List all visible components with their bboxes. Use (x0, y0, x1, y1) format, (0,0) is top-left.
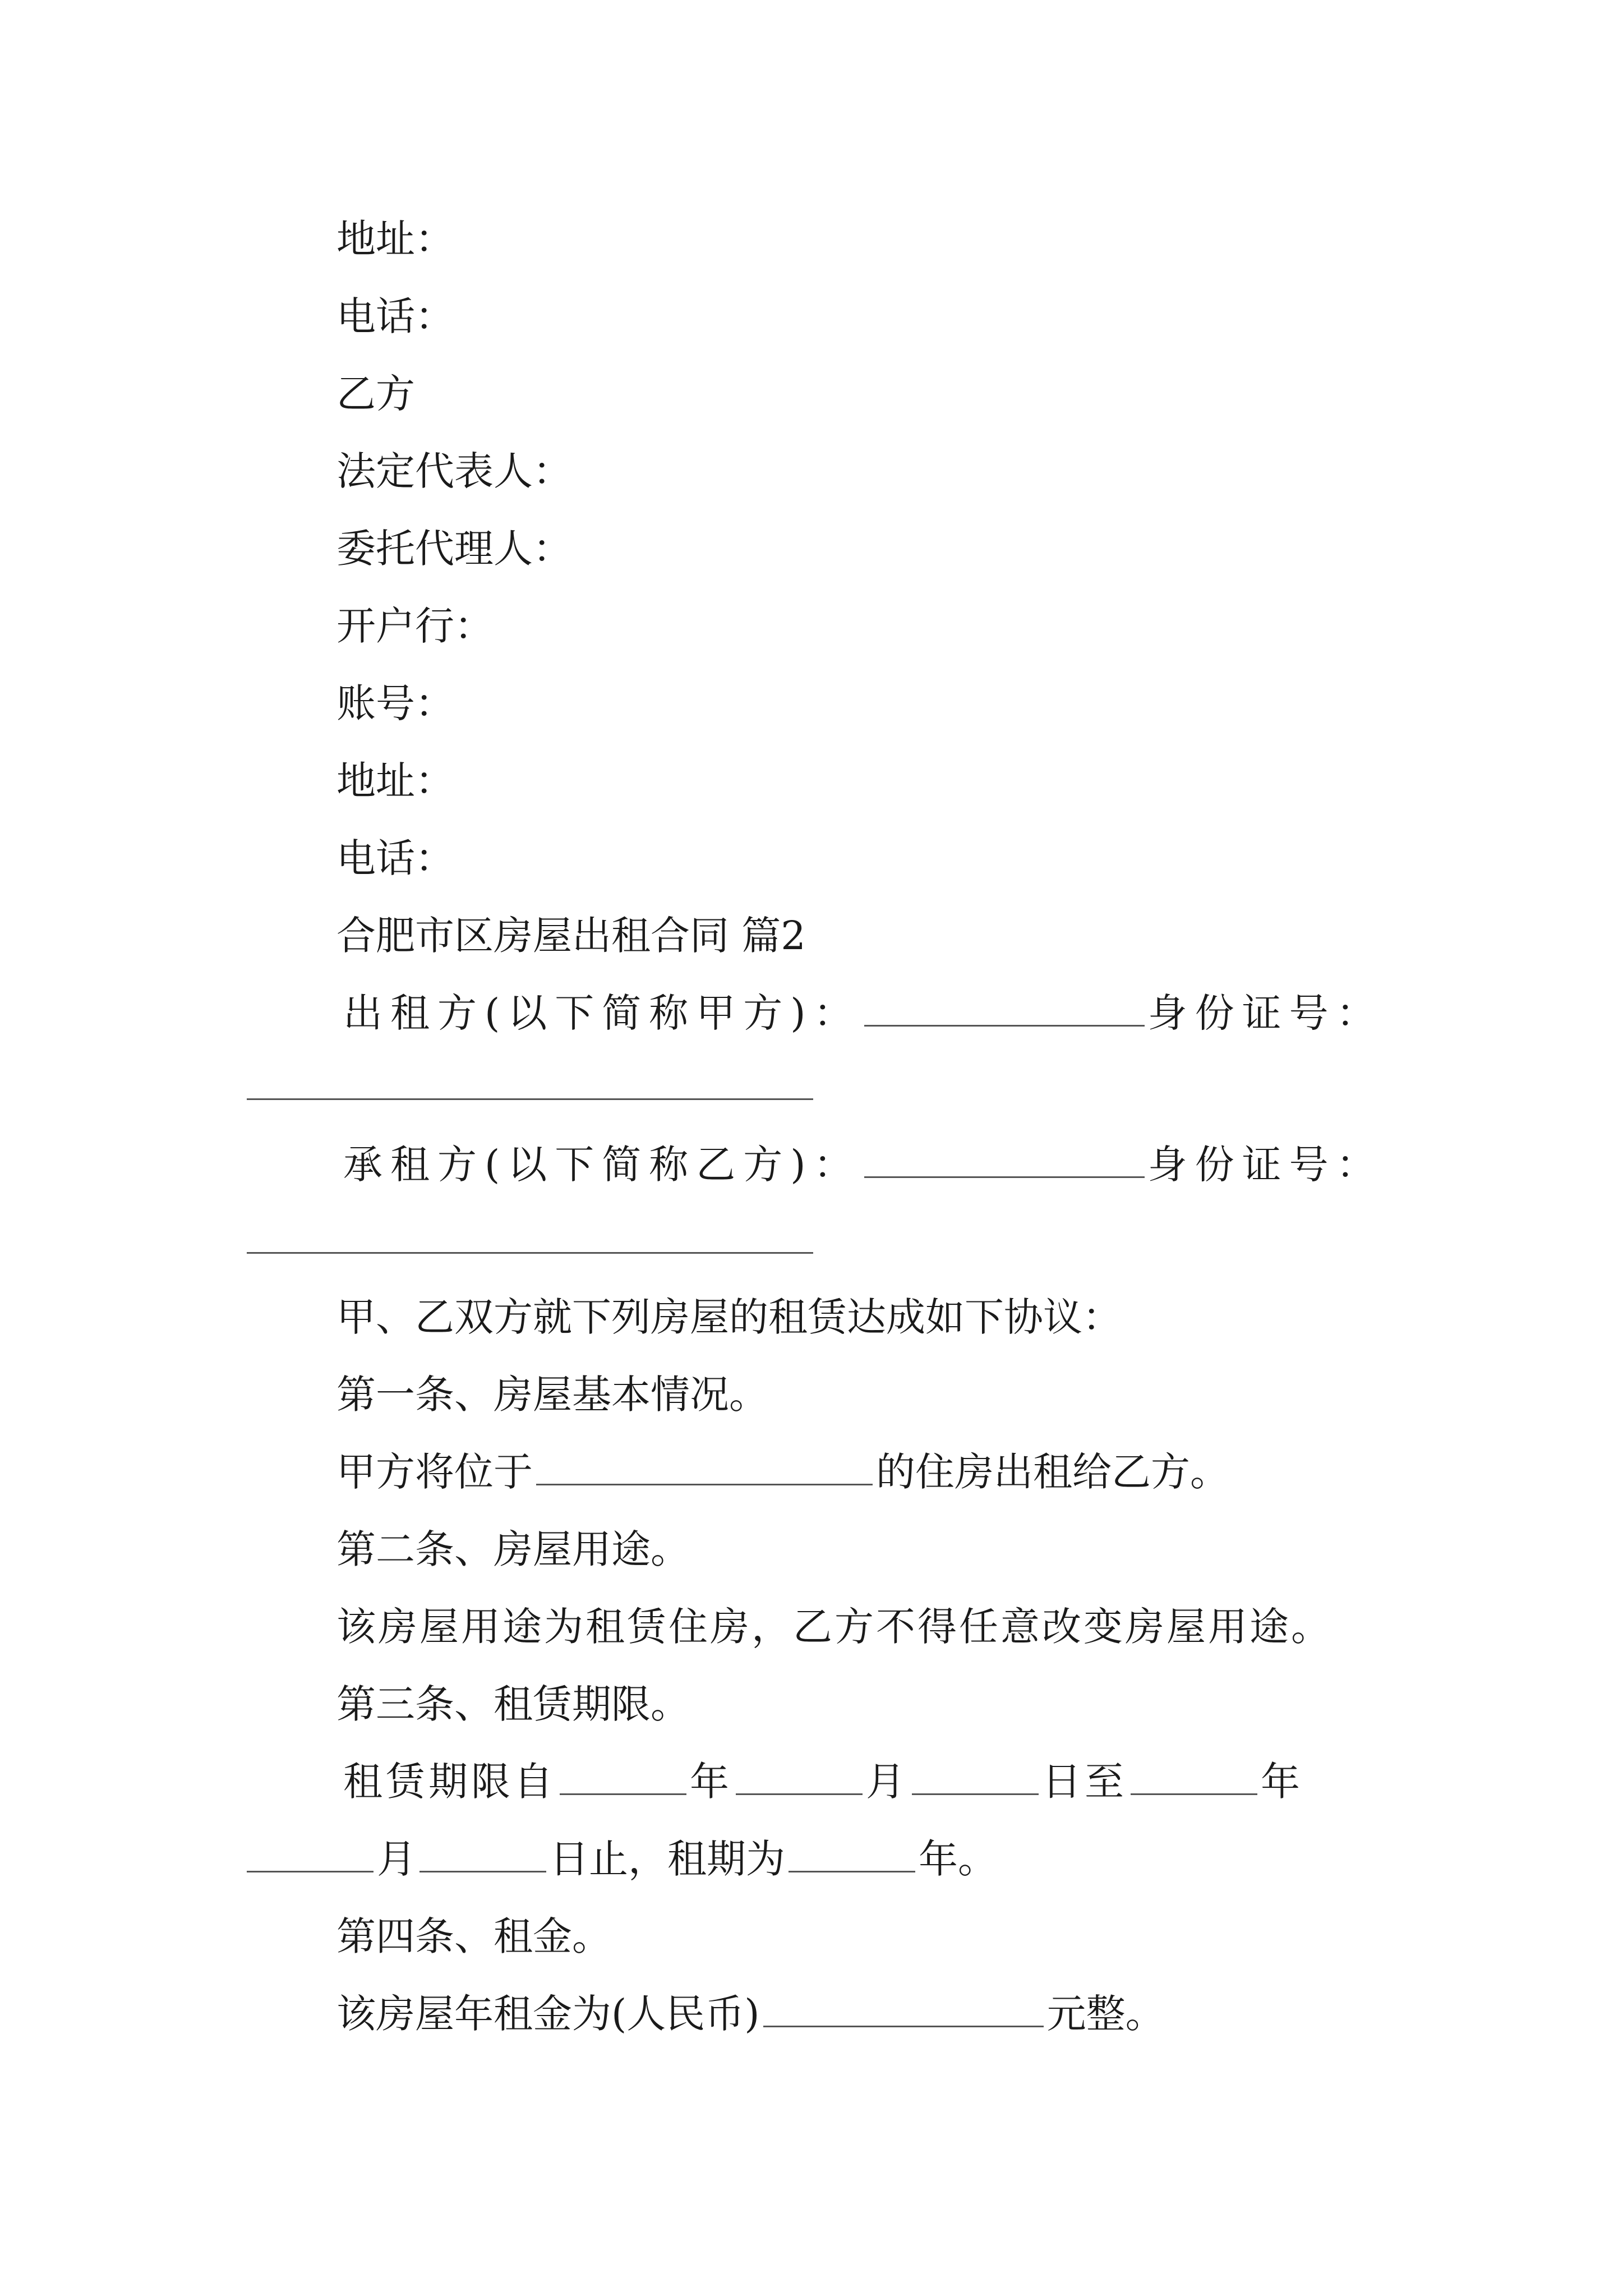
term-years-blank (789, 1834, 915, 1872)
lessee-line (343, 1137, 1384, 1193)
party-b-bank-label: 开户行： (336, 603, 494, 649)
party-b-phone-label: 电话： (336, 835, 454, 881)
end-day-blank (419, 1834, 546, 1872)
lease-term-start-label: 租赁期限自 (343, 1759, 556, 1805)
lessor-id-label: 身份证号： (1147, 990, 1384, 1036)
lessee-label: 承租方(以下简称乙方)： (343, 1142, 861, 1188)
lease-term-line-1 (343, 1754, 1303, 1810)
contract-2-title: 合肥市区房屋出租合同 篇2 (336, 913, 806, 959)
article-3-title: 第三条、租赁期限。 (336, 1681, 690, 1727)
article-1-pre: 甲方将位于 (336, 1449, 533, 1495)
party-a-phone-label: 电话： (336, 293, 454, 339)
start-year-label: 年 (690, 1759, 732, 1805)
start-day-to-label: 日至 (1042, 1759, 1127, 1805)
article-1-title: 第一条、房屋基本情况。 (336, 1372, 768, 1418)
party-b-address-label: 地址： (336, 758, 454, 804)
term-years-label: 年。 (919, 1836, 997, 1882)
lessee-id-blank (247, 1252, 813, 1254)
party-b-heading: 乙方 (336, 371, 415, 417)
article-1-post: 的住房出租给乙方。 (876, 1449, 1229, 1495)
article-2-title: 第二条、房屋用途。 (336, 1526, 690, 1572)
party-a-address-label: 地址： (336, 216, 454, 262)
article-4-title: 第四条、租金。 (336, 1913, 611, 1959)
end-year-blank (1131, 1756, 1257, 1795)
annual-rent-unit: 元整。 (1046, 1991, 1165, 2037)
party-b-legal-rep-label: 法定代表人： (336, 448, 572, 494)
start-month-label: 月 (866, 1759, 909, 1805)
lessor-id-blank (247, 1098, 813, 1100)
party-b-account-label: 账号： (336, 680, 454, 726)
end-month-blank (247, 1834, 374, 1872)
article-2-body: 该房屋用途为租赁住房，乙方不得任意改变房屋用途。 (336, 1604, 1332, 1650)
lessee-id-label: 身份证号： (1147, 1142, 1384, 1188)
start-month-blank (736, 1756, 863, 1795)
property-location-blank (536, 1447, 873, 1485)
party-b-agent-label: 委托代理人： (336, 526, 572, 572)
annual-rent-blank (763, 1989, 1044, 2027)
lessee-name-blank (864, 1139, 1145, 1178)
lessor-line (343, 985, 1384, 1041)
start-year-blank (560, 1756, 686, 1795)
end-day-label: 日止，租期为 (550, 1836, 785, 1882)
agreement-intro: 甲、乙双方就下列房屋的租赁达成如下协议： (336, 1294, 1122, 1340)
lease-term-line-2 (247, 1831, 997, 1887)
annual-rent-label: 该房屋年租金为(人民币) (336, 1991, 760, 2037)
lessor-name-blank (864, 988, 1145, 1027)
article-4-body (336, 1986, 1165, 2042)
start-day-blank (912, 1756, 1039, 1795)
lessor-label: 出租方(以下简称甲方)： (343, 990, 861, 1036)
article-1-body (336, 1444, 1229, 1500)
end-month-label: 月 (377, 1836, 416, 1882)
end-year-label: 年 (1261, 1759, 1303, 1805)
